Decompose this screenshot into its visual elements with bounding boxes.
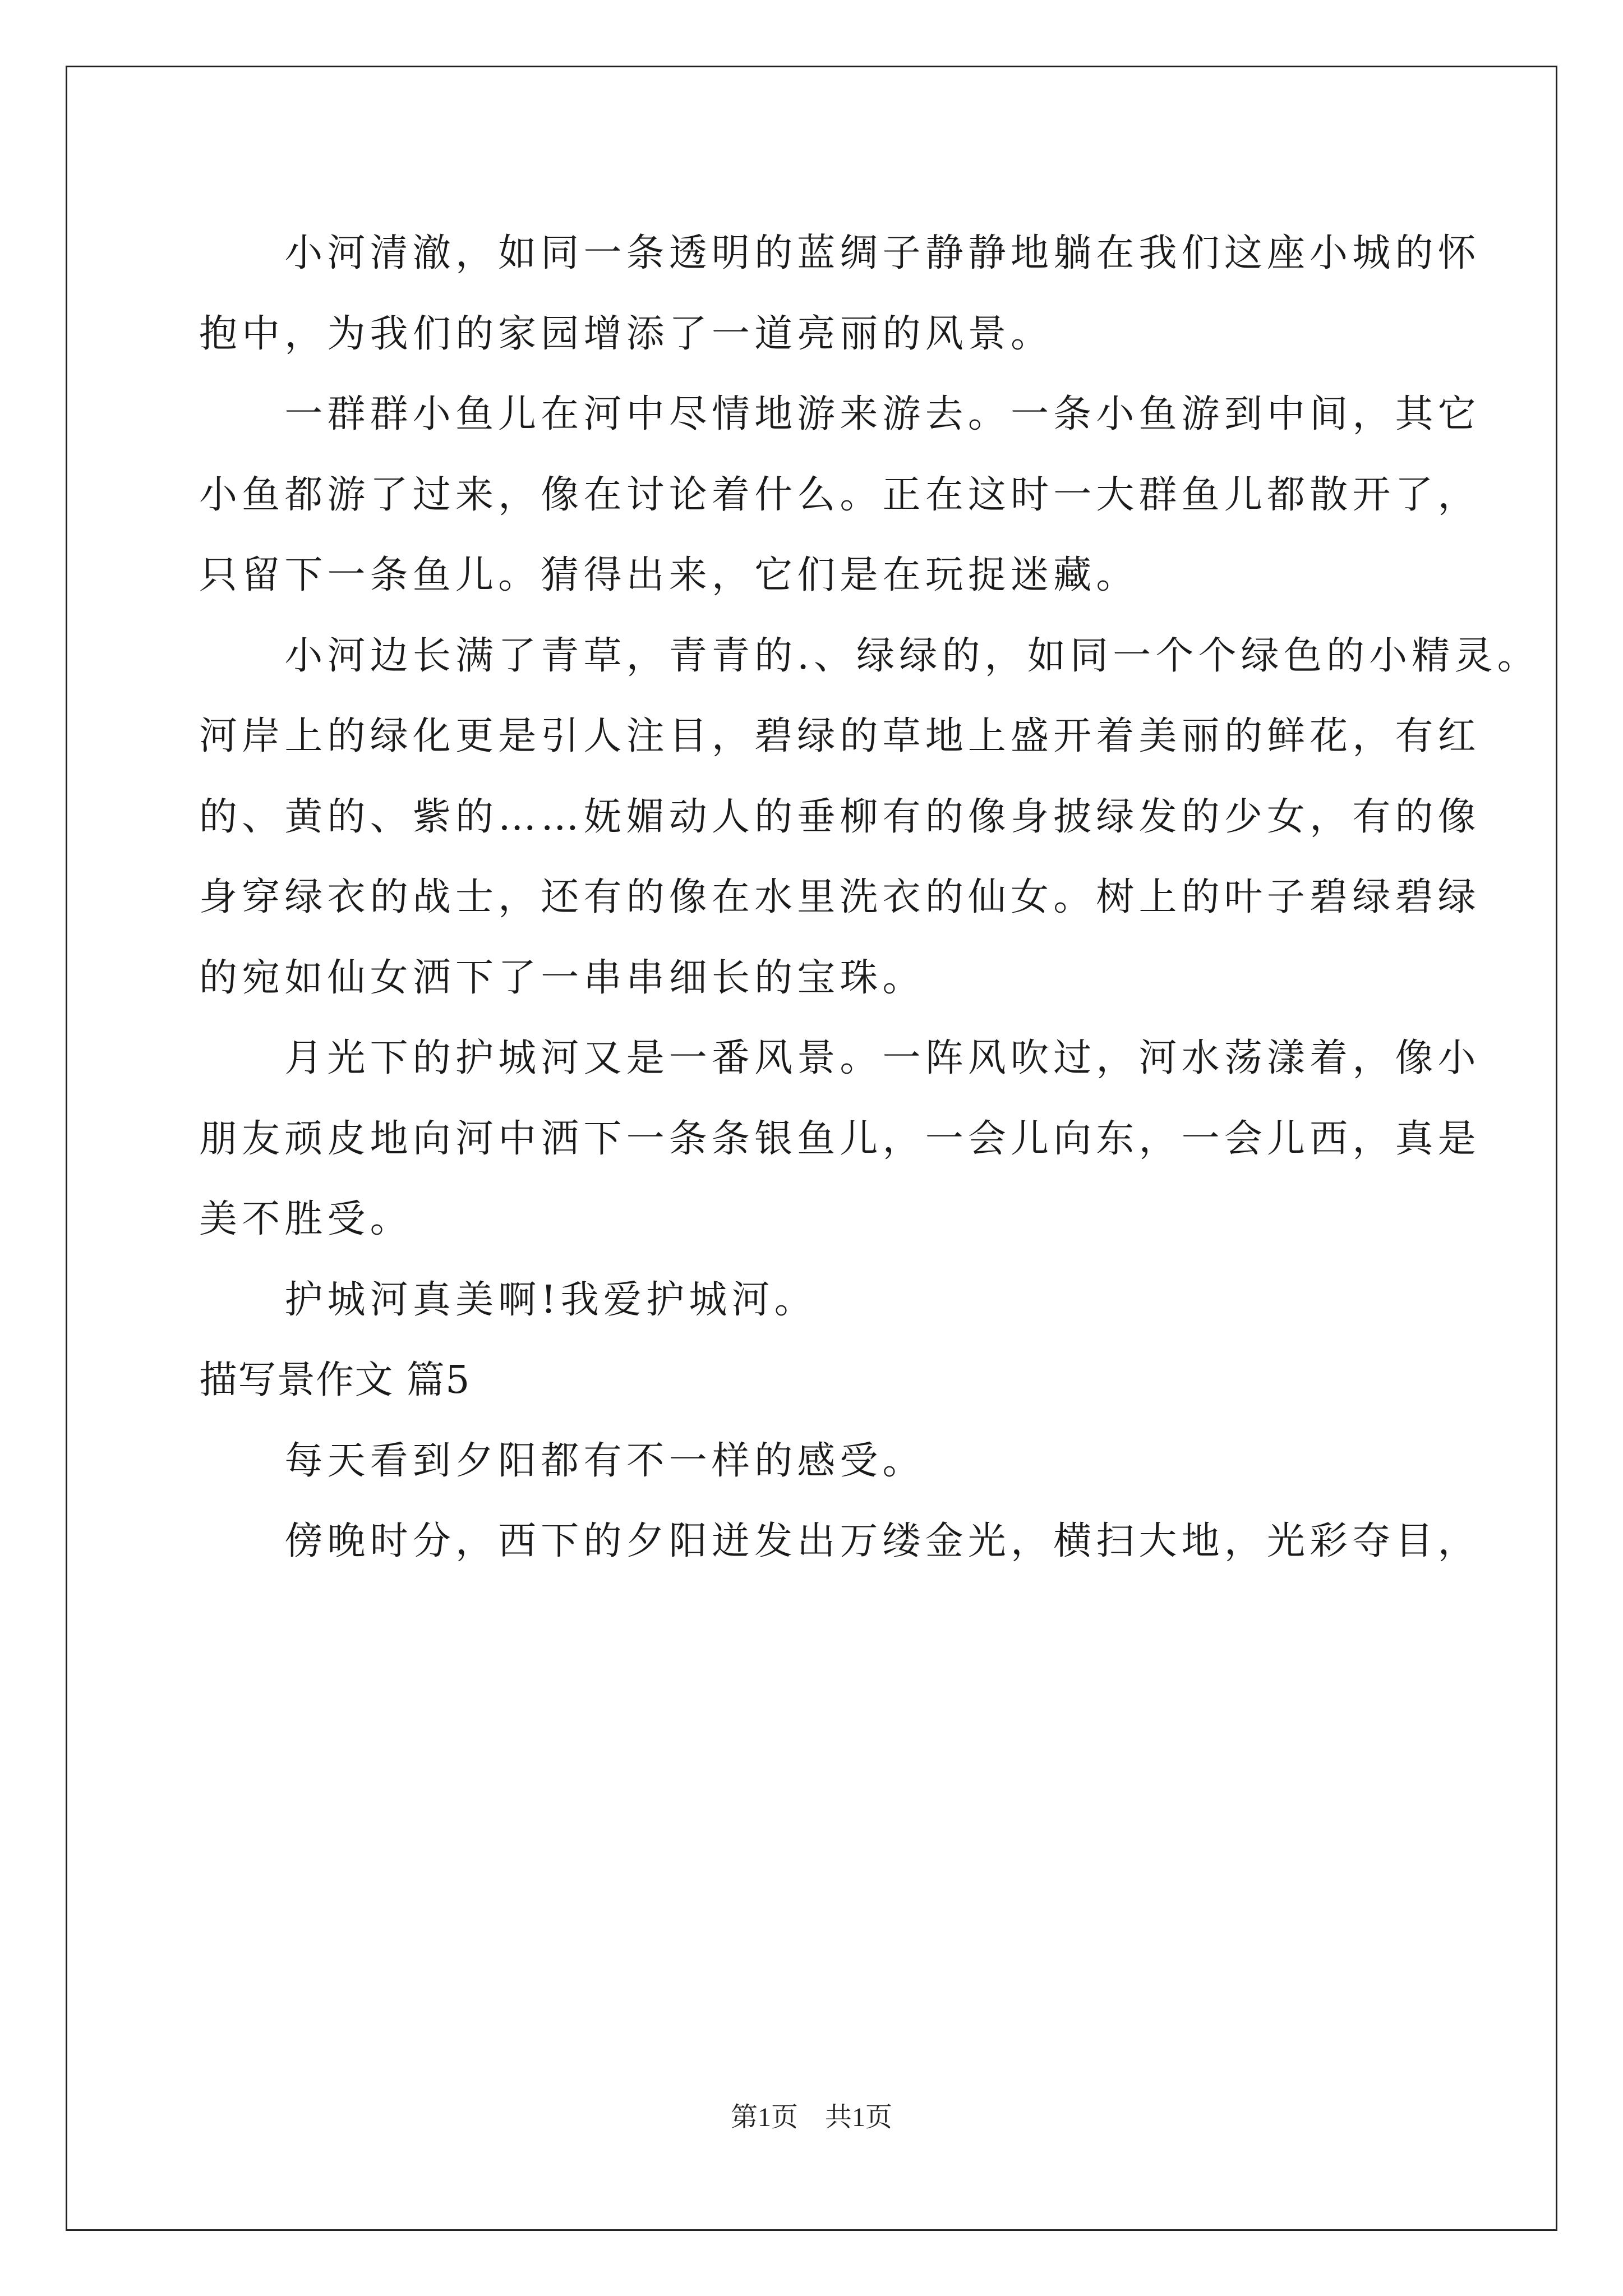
section-heading: 描写景作文 篇5 [199, 1358, 471, 1402]
text-line: 的宛如仙女洒下了一串串细长的宝珠。 [199, 955, 925, 1000]
text-line: 小河清澈，如同一条透明的蓝绸子静静地躺在我们这座小城的怀 [199, 231, 1481, 275]
text-line: 河岸上的绿化更是引人注目，碧绿的草地上盛开着美丽的鲜花，有红 [199, 714, 1481, 758]
text-line: 每天看到夕阳都有不一样的感受。 [199, 1438, 925, 1483]
text-line: 护城河真美啊!我爱护城河。 [199, 1277, 817, 1322]
text-line: 一群群小鱼儿在河中尽情地游来游去。一条小鱼游到中间，其它 [199, 392, 1481, 436]
text-line: 只留下一条鱼儿。猜得出来，它们是在玩捉迷藏。 [199, 553, 1139, 597]
text-line: 抱中，为我们的家园增添了一道亮丽的风景。 [199, 311, 1054, 356]
text-line: 小鱼都游了过来，像在讨论着什么。正在这时一大群鱼儿都散开了， [199, 472, 1481, 517]
text-line: 小河边长满了青草，青青的.、绿绿的，如同一个个绿色的小精灵。 [199, 633, 1540, 678]
document-body [199, 213, 1540, 1582]
text-line: 朋友顽皮地向河中洒下一条条银鱼儿，一会儿向东，一会儿西，真是 [199, 1116, 1481, 1161]
text-line: 月光下的护城河又是一番风景。一阵风吹过，河水荡漾着，像小 [199, 1036, 1481, 1080]
text-line: 傍晚时分，西下的夕阳迸发出万缕金光，横扫大地，光彩夺目， [199, 1519, 1481, 1563]
text-line: 的、黄的、紫的……妩媚动人的垂柳有的像身披绿发的少女，有的像 [199, 794, 1481, 839]
text-line: 美不胜受。 [199, 1197, 413, 1241]
page-number: 第1页 共1页 [730, 2102, 892, 2132]
text-line: 身穿绿衣的战士，还有的像在水里洗衣的仙女。树上的叶子碧绿碧绿 [199, 875, 1481, 919]
